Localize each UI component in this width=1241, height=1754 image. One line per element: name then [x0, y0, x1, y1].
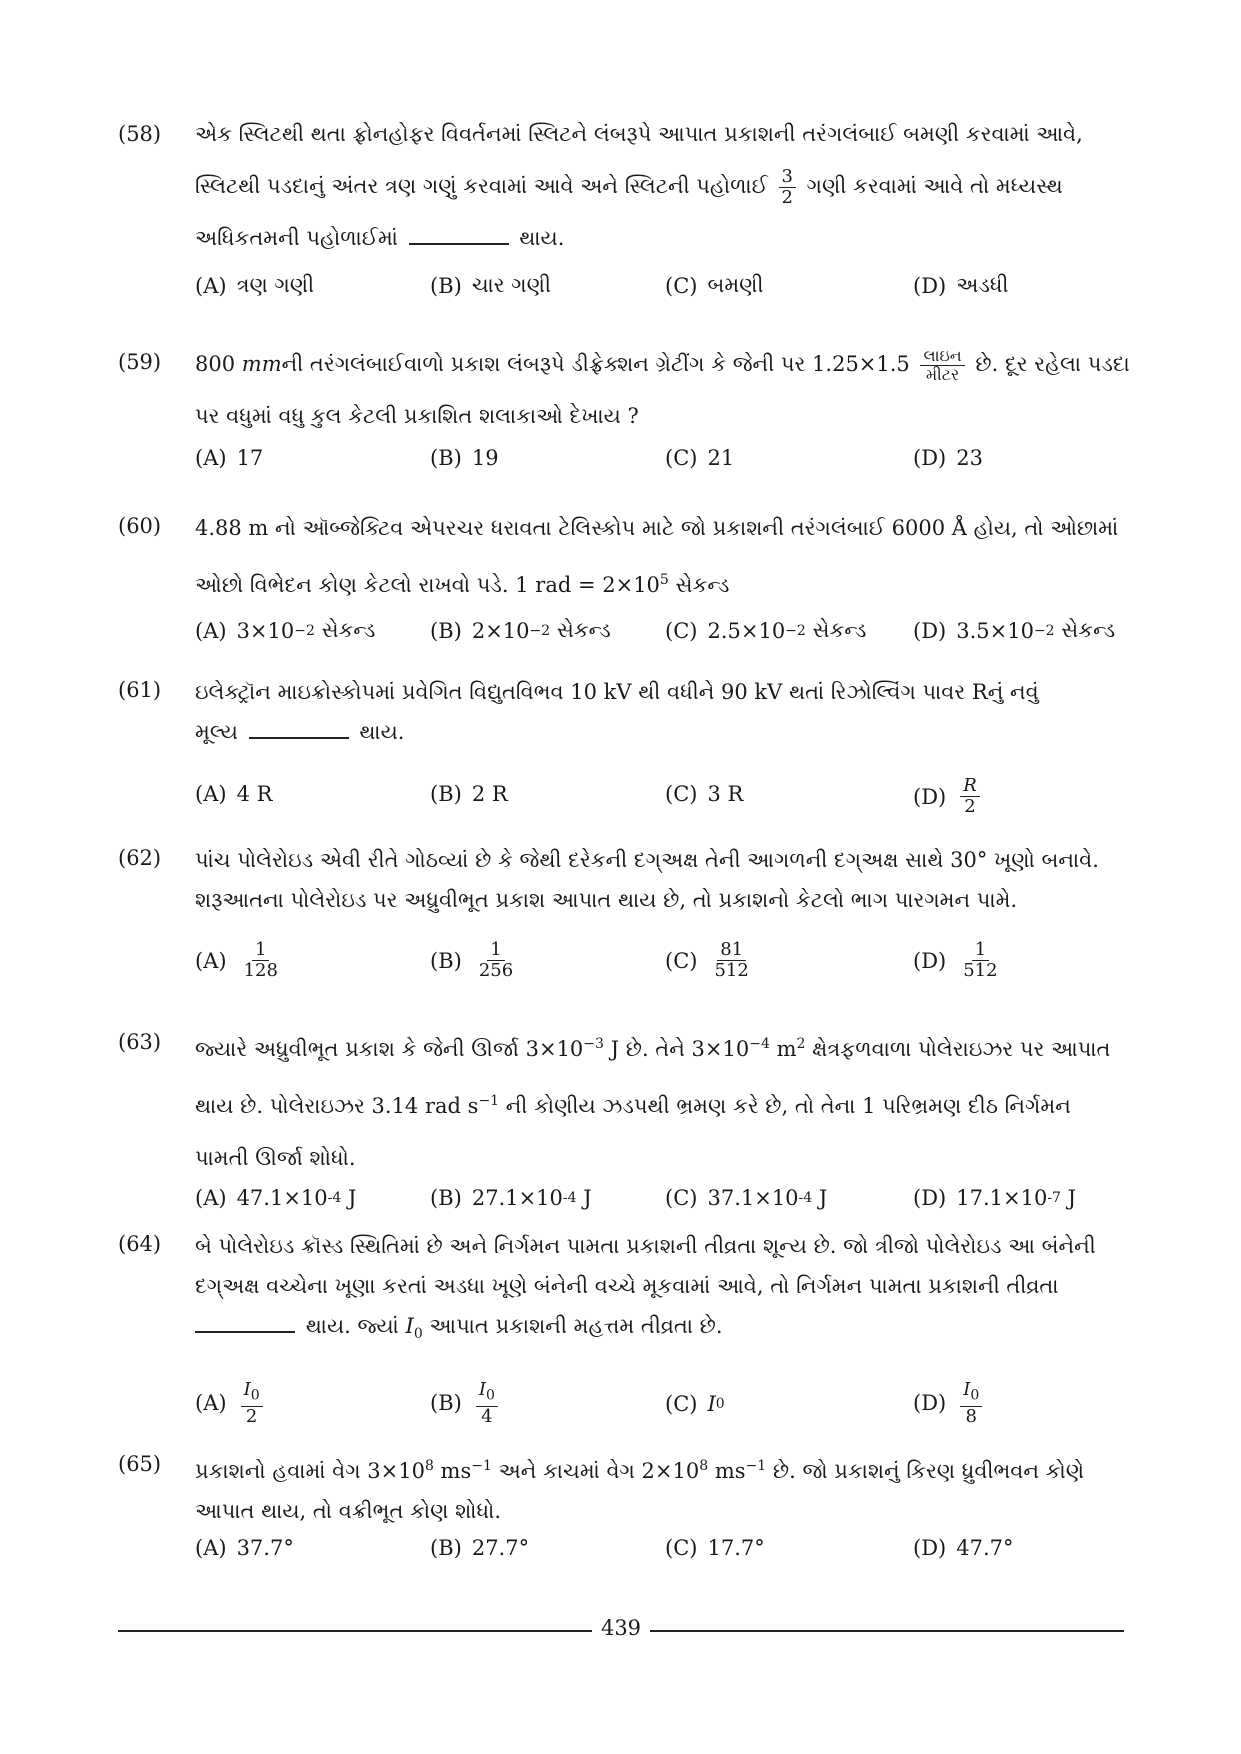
page-number: 439	[600, 1616, 642, 1640]
answer-blank	[195, 1315, 295, 1333]
option-a[interactable]: (A) 17	[195, 446, 264, 470]
fraction: $\frac{81}{512}$	[714, 939, 749, 981]
options	[195, 446, 1128, 486]
options	[195, 776, 1128, 826]
option-c[interactable]: (C) 17.7°	[665, 1536, 765, 1560]
question-number: (65)	[118, 1452, 162, 1476]
option-c[interactable]: (C) 2.5×10 −2 સેકન્ડ	[665, 618, 867, 643]
option-d[interactable]: (D) $\frac{I_0}{8}$	[913, 1380, 986, 1427]
fraction: $\frac{I_0}{8}$	[960, 1380, 982, 1427]
option-b[interactable]: (B) $\frac{I_0}{4}$	[430, 1380, 502, 1427]
option-d[interactable]: (D) 23	[913, 446, 983, 470]
question-number: (64)	[118, 1232, 162, 1256]
option-a[interactable]: (A) 47.1×10 -4 J	[195, 1186, 357, 1210]
fraction: $\frac{I_0}{4}$	[476, 1380, 498, 1427]
option-b[interactable]: (B) ચાર ગણી	[430, 273, 551, 298]
option-b[interactable]: (B) 27.7°	[430, 1536, 530, 1560]
option-a[interactable]: (A) ત્રણ ગણી	[195, 273, 315, 298]
option-d[interactable]: (D) 47.7°	[913, 1536, 1014, 1560]
option-c[interactable]: (C) 21	[665, 446, 735, 470]
options	[195, 1536, 1128, 1576]
question-number: (58)	[118, 122, 162, 146]
question-text: બે પોલેરોઇડ ક્રૉસ્ડ સ્થિતિમાં છે અને નિર્ગમન પામતા પ્રકાશની તીવ્રતા શૂન્ય છે. જો ત્રીજો પોલેરોઇડ આ બંનેની દગ્અક્ષ વચ્ચેના ખૂણા કરતાં અડધા ખૂણે બંનેની વચ્ચે મૂકવામાં આવે, તો નિર્ગમન પામતા પ્રકાશની તીવ્રતા થાય. જ્યાં $I_0$ આપાત પ્રકાશની મહત્તમ તીવ્રતા છે.	[195, 1234, 1096, 1343]
fraction: $\frac{1}{256}$	[478, 939, 514, 981]
fraction: $\frac{R}{2}$	[960, 776, 980, 817]
option-c[interactable]: (C) બમણી	[665, 273, 764, 298]
fraction: $\frac{1}{128}$	[243, 939, 278, 981]
question-number: (61)	[118, 678, 162, 702]
option-a[interactable]: (A) 37.7°	[195, 1536, 294, 1560]
option-a[interactable]: (A) $\frac{I_0}{2}$	[195, 1380, 267, 1427]
fraction: $\frac{1}{512}$	[963, 939, 998, 981]
option-c[interactable]: (C) $\frac{81}{512}$	[665, 940, 756, 981]
question-text: પ્રકાશનો હવામાં વેગ $3\times 10^8$ $ms^{-1}$ અને કાચમાં વેગ $2\times 10^8$ $ms^{-1}$ છે. જો પ્રકાશનું કિરણ ધ્રુવીભવન કોણે આપાત થાય, તો વક્રીભૂત કોણ શોધો.	[195, 1458, 1085, 1523]
option-b[interactable]: (B) $\frac{1}{256}$	[430, 940, 520, 981]
option-d[interactable]: (D) $\frac{1}{512}$	[913, 940, 1005, 981]
question-text: એક સ્લિટથી થતા ફ્રોનહોફર વિવર્તનમાં સ્લિટને લંબરૂપે આપાત પ્રકાશની તરંગલંબાઈ બમણી કરવામાં આવે, સ્લિટથી પડદાનું અંતર ત્રણ ગણું કરવામાં આવે અને સ્લિટની પહોળાઈ $\frac{3}{2}$ ગણી કરવામાં આવે તો મધ્યસ્થ અધિકતમની પહોળાઈમાં થાય.	[195, 122, 1083, 250]
options	[195, 618, 1128, 658]
question-text: 800 mmની તરંગલંબાઈવાળો પ્રકાશ લંબરૂપે ડીફ્રેક્શન ગ્રેટીંગ કે જેની પર 1.25×1.5 $\frac{\text{લાઇન}}{\text{મીટર}}$ છે. દૂર રહેલા પડદા પર વધુમાં વધુ કુલ કેટલી પ્રકાશિત શલાકાઓ દેખાય ?	[195, 346, 1130, 428]
option-c[interactable]: (C) I 0	[665, 1392, 725, 1416]
options	[195, 940, 1128, 990]
fraction: $\frac{I_0}{2}$	[241, 1380, 263, 1427]
option-d[interactable]: (D) 3.5×10 −2 સેકન્ડ	[913, 618, 1116, 643]
question-text: 4.88 m નો ઑબ્જેક્ટિવ એપરચર ધરાવતા ટેલિસ્કોપ માટે જો પ્રકાશની તરંગલંબાઈ 6000 Å હોય, તો ઓછામાં ઓછો વિભેદન કોણ કેટલો રાખવો પડે. 1 rad = $2\times 10^5$ સેકન્ડ	[195, 516, 1119, 597]
fraction: $\frac{\text{લાઇન}}{\text{મીટર}}$	[920, 347, 964, 384]
option-a[interactable]: (A) 3×10 −2 સેકન્ડ	[195, 618, 376, 643]
answer-blank	[249, 721, 349, 739]
footer-rule-left	[118, 1630, 592, 1632]
question-text: જ્યારે અધ્રુવીભૂત પ્રકાશ કે જેની ઊર્જા $3\times 10^{-3}$ J છે. તેને $3\times 10^{-4}$ $m^2$ ક્ષેત્રફળવાળા પોલેરાઇઝર પર આપાત થાય છે. પોલેરાઇઝર 3.14 rad $s^{-1}$ ની કોણીય ઝડપથી ભ્રમણ કરે છે, તો તેના 1 પરિભ્રમણ દીઠ નિર્ગમન પામતી ઊર્જા શોધો.	[195, 1036, 1111, 1170]
option-b[interactable]: (B) 2×10 −2 સેકન્ડ	[430, 618, 611, 643]
option-c[interactable]: (C) 3 R	[665, 782, 744, 806]
option-b[interactable]: (B) 2 R	[430, 782, 508, 806]
option-b[interactable]: (B) 27.1×10 -4 J	[430, 1186, 592, 1210]
question-text: પાંચ પોલેરોઇડ એવી રીતે ગોઠવ્યાં છે કે જેથી દરેકની દગ્અક્ષ તેની આગળની દગ્અક્ષ સાથે 30° ખૂણો બનાવે. શરૂઆતના પોલેરોઇડ પર અધ્રુવીભૂત પ્રકાશ આપાત થાય છે, તો પ્રકાશનો કેટલો ભાગ પારગમન પામે.	[195, 848, 1099, 912]
options	[195, 273, 1128, 313]
option-a[interactable]: (A) $\frac{1}{128}$	[195, 940, 285, 981]
options	[195, 1380, 1128, 1436]
fraction: $\frac{3}{2}$	[779, 167, 796, 208]
question-number: (62)	[118, 846, 162, 870]
question-number: (59)	[118, 350, 162, 374]
option-d[interactable]: (D) $\frac{R}{2}$	[913, 776, 984, 817]
question-number: (63)	[118, 1030, 162, 1054]
options	[195, 1186, 1128, 1226]
answer-blank	[409, 227, 509, 245]
option-b[interactable]: (B) 19	[430, 446, 499, 470]
option-d[interactable]: (D) અડધી	[913, 273, 1009, 298]
option-d[interactable]: (D) 17.1×10 -7 J	[913, 1186, 1077, 1210]
question-number: (60)	[118, 514, 162, 538]
footer-rule-right	[650, 1630, 1124, 1632]
option-c[interactable]: (C) 37.1×10 -4 J	[665, 1186, 828, 1210]
question-text: ઇલેક્ટ્રૉન માઇક્રોસ્કોપમાં પ્રવેગિત વિદ્યુતવિભવ 10 kV થી વધીને 90 kV થતાં રિઝોલ્વિંગ પાવર Rનું નવું મૂલ્ય થાય.	[195, 680, 1039, 744]
option-a[interactable]: (A) 4 R	[195, 782, 273, 806]
